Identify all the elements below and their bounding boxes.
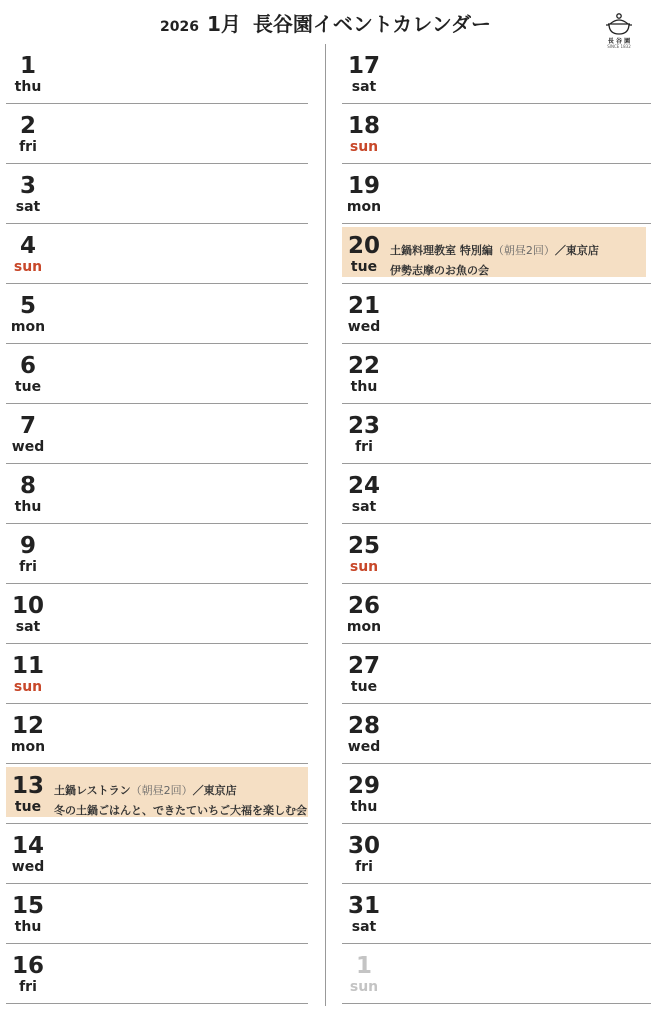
day-row — [342, 524, 651, 584]
day-row — [6, 224, 308, 284]
day-row — [342, 824, 651, 884]
weekday-label: sat — [351, 79, 377, 95]
day-number: 1 — [355, 953, 372, 979]
weekday-label: sat — [15, 199, 41, 215]
weekday-label: sat — [351, 919, 377, 935]
day-number: 20 — [347, 233, 380, 259]
column-divider — [325, 44, 326, 1006]
day-row — [342, 704, 651, 764]
weekday-label: thu — [14, 919, 42, 935]
weekday-label: thu — [350, 799, 378, 815]
day-number: 7 — [19, 413, 36, 439]
weekday-label: thu — [14, 499, 42, 515]
day-row — [6, 704, 308, 764]
day-number: 31 — [347, 893, 380, 919]
day-number: 29 — [347, 773, 380, 799]
day-number: 4 — [19, 233, 36, 259]
day-number: 8 — [19, 473, 36, 499]
event-title-line — [54, 781, 306, 801]
calendar-column-right — [342, 44, 651, 1004]
day-row — [342, 44, 651, 104]
event-description: 冬の土鍋ごはんと、できたていちご大福を楽しむ会 — [54, 804, 307, 817]
donabe-pot-icon — [604, 12, 634, 36]
day-row — [342, 284, 651, 344]
weekday-label: fri — [355, 859, 373, 875]
weekday-label: wed — [347, 739, 381, 755]
day-row — [342, 644, 651, 704]
day-row — [6, 404, 308, 464]
event-details[interactable] — [390, 241, 649, 281]
day-row — [342, 884, 651, 944]
day-row-with-event[interactable] — [6, 764, 308, 824]
day-row — [342, 404, 651, 464]
day-row — [342, 764, 651, 824]
event-sessions: （朝昼2回） — [130, 784, 193, 797]
weekday-label: thu — [350, 379, 378, 395]
weekday-label: sun — [13, 679, 43, 695]
day-number: 25 — [347, 533, 380, 559]
day-number: 2 — [19, 113, 36, 139]
day-number: 14 — [11, 833, 44, 859]
weekday-label: wed — [11, 859, 45, 875]
event-title: 土鍋料理教室 特別編 — [390, 244, 493, 257]
day-number: 19 — [347, 173, 380, 199]
event-location: ／東京店 — [554, 244, 599, 257]
calendar-header — [0, 0, 651, 49]
day-row — [6, 344, 308, 404]
day-number: 15 — [11, 893, 44, 919]
day-row — [342, 344, 651, 404]
weekday-label: mon — [346, 199, 382, 215]
day-number: 12 — [11, 713, 44, 739]
weekday-label: sun — [349, 139, 379, 155]
day-number: 9 — [19, 533, 36, 559]
day-row — [342, 164, 651, 224]
weekday-label: fri — [355, 439, 373, 455]
logo-text: 長 谷 園 — [607, 38, 631, 45]
weekday-label: sun — [349, 979, 379, 995]
weekday-label: fri — [19, 979, 37, 995]
weekday-label: tue — [14, 379, 42, 395]
event-title: 土鍋レストラン — [54, 784, 131, 797]
weekday-label: mon — [10, 319, 46, 335]
day-number: 13 — [11, 773, 44, 799]
title-text: 長谷園イベントカレンダー — [252, 12, 491, 36]
title-month: 1月 — [206, 12, 241, 36]
weekday-label: sun — [13, 259, 43, 275]
day-row — [6, 884, 308, 944]
event-details[interactable] — [54, 781, 306, 821]
weekday-label: sat — [351, 499, 377, 515]
day-row — [6, 824, 308, 884]
day-row — [342, 584, 651, 644]
calendar-column-left — [6, 44, 308, 1004]
day-row — [6, 584, 308, 644]
day-row — [6, 284, 308, 344]
weekday-label: wed — [11, 439, 45, 455]
logo-subtext: SINCE 1832 — [607, 44, 631, 49]
weekday-label: tue — [350, 679, 378, 695]
weekday-label: thu — [14, 79, 42, 95]
day-number: 17 — [347, 53, 380, 79]
day-number: 18 — [347, 113, 380, 139]
weekday-label: fri — [19, 559, 37, 575]
weekday-label: fri — [19, 139, 37, 155]
day-number: 10 — [11, 593, 44, 619]
day-row — [6, 44, 308, 104]
event-title-line — [390, 241, 649, 261]
weekday-label: sat — [15, 619, 41, 635]
day-number: 26 — [347, 593, 380, 619]
title-year: 2026 — [160, 19, 199, 35]
weekday-label: tue — [350, 259, 378, 275]
day-number: 1 — [19, 53, 36, 79]
day-row-with-event[interactable] — [342, 224, 651, 284]
day-row — [6, 104, 308, 164]
day-number: 3 — [19, 173, 36, 199]
day-row — [342, 464, 651, 524]
day-number: 30 — [347, 833, 380, 859]
day-row — [6, 524, 308, 584]
event-location: ／東京店 — [192, 784, 237, 797]
day-row — [6, 164, 308, 224]
weekday-label: wed — [347, 319, 381, 335]
page-title — [0, 8, 651, 37]
day-number: 24 — [347, 473, 380, 499]
weekday-label: mon — [10, 739, 46, 755]
day-number: 28 — [347, 713, 380, 739]
day-number: 5 — [19, 293, 36, 319]
day-number: 22 — [347, 353, 380, 379]
event-sessions: （朝昼2回） — [492, 244, 555, 257]
event-description: 伊勢志摩のお魚の会 — [390, 264, 489, 277]
day-row — [6, 464, 308, 524]
day-number: 21 — [347, 293, 380, 319]
weekday-label: mon — [346, 619, 382, 635]
weekday-label: tue — [14, 799, 42, 815]
day-row — [6, 644, 308, 704]
weekday-label: sun — [349, 559, 379, 575]
day-number: 16 — [11, 953, 44, 979]
day-row — [6, 944, 308, 1004]
day-number: 11 — [11, 653, 44, 679]
day-row — [342, 944, 651, 1004]
day-row — [342, 104, 651, 164]
day-number: 23 — [347, 413, 380, 439]
day-number: 27 — [347, 653, 380, 679]
day-number: 6 — [19, 353, 36, 379]
